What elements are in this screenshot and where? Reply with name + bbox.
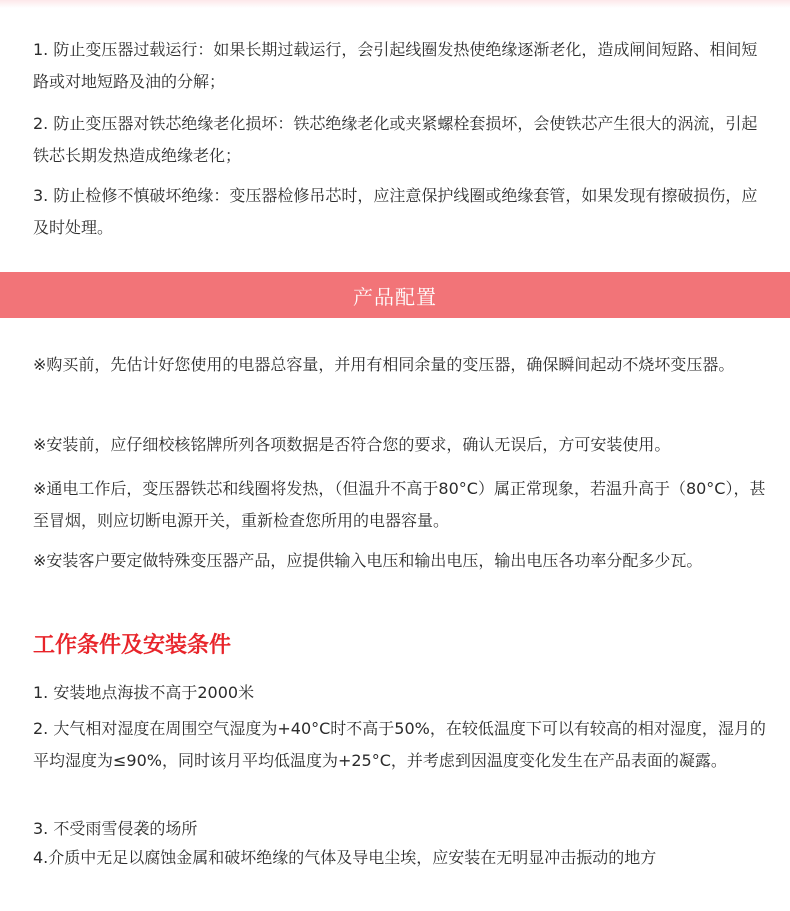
config-banner (0, 272, 790, 318)
protection-item-1: 1. 防止变压器过载运行：如果长期过载运行，会引起线圈发热使绝缘逐渐老化，造成闸间短路、相间短路或对地短路及油的分解； (33, 40, 758, 91)
config-note-heating: ※通电工作后，变压器铁芯和线圈将发热，（但温升不高于80°C）属正常现象，若温升高于（80°C），甚至冒烟，则应切断电源开关，重新检查您所用的电器容量。 (33, 479, 766, 530)
config-note-install: ※安装前，应仔细校核铭牌所列各项数据是否符合您的要求，确认无误后，方可安装使用。 (33, 435, 671, 454)
config-banner-title: 产品配置 (353, 284, 437, 309)
protection-item-3: 3. 防止检修不慎破坏绝缘：变压器检修吊芯时，应注意保护线圈或绝缘套管，如果发现有擦破损伤，应及时处理。 (33, 186, 758, 237)
config-note-custom: ※安装客户要定做特殊变压器产品，应提供输入电压和输出电压，输出电压各功率分配多少瓦。 (33, 551, 703, 570)
conditions-heading: 工作条件及安装条件 (33, 633, 232, 658)
config-note-purchase: ※购买前，先估计好您使用的电器总容量，并用有相同余量的变压器，确保瞬间起动不烧坏变压器。 (33, 355, 735, 374)
condition-item-3: 3. 不受雨雪侵袭的场所 (33, 819, 198, 838)
condition-item-4: 4.介质中无足以腐蚀金属和破坏绝缘的气体及导电尘埃，应安装在无明显冲击振动的地方 (33, 848, 657, 867)
condition-item-1: 1. 安装地点海拔不高于2000米 (33, 683, 255, 702)
top-edge-divider (0, 0, 790, 8)
protection-item-2: 2. 防止变压器对铁芯绝缘老化损坏：铁芯绝缘老化或夹紧螺栓套损坏，会使铁芯产生很大的涡流，引起铁芯长期发热造成绝缘老化； (33, 114, 758, 165)
condition-item-2: 2. 大气相对湿度在周围空气湿度为+40°C时不高于50%，在较低温度下可以有较高的相对湿度，湿月的平均湿度为≤90%，同时该月平均低温度为+25°C，并考虑到因温度变化发生在产品表面的凝露。 (33, 719, 766, 770)
